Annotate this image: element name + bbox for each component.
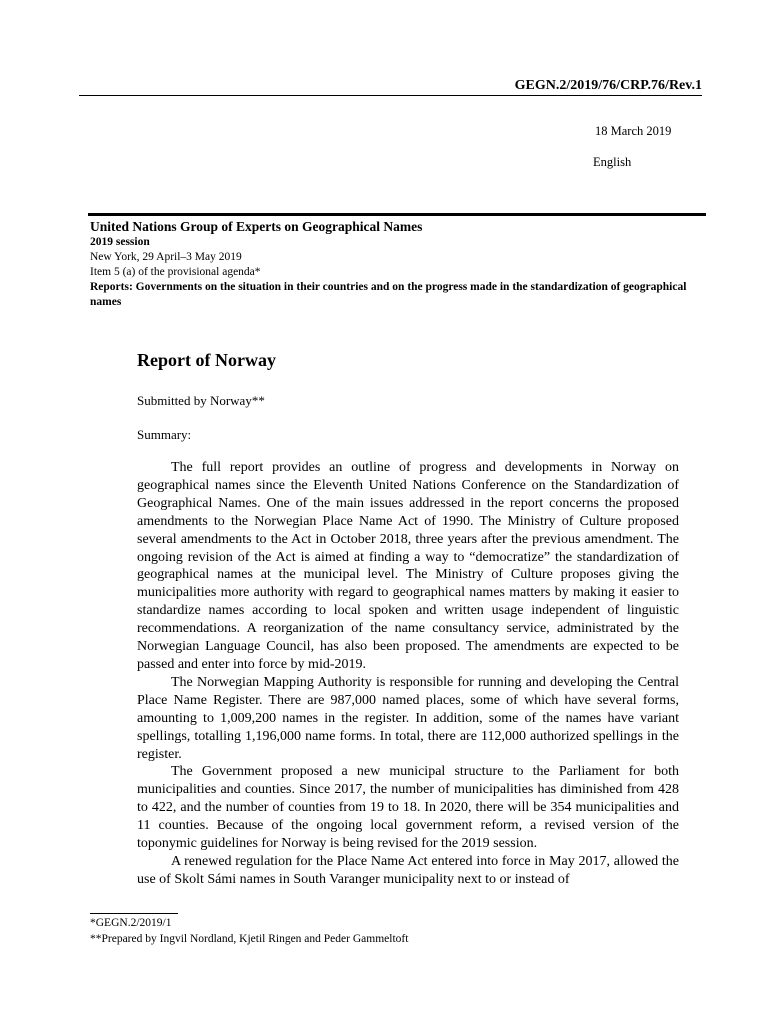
agenda-item: Item 5 (a) of the provisional agenda* — [90, 266, 261, 278]
footnote: **Prepared by Ingvil Nordland, Kjetil Ringen and Peder Gammeltoft — [90, 933, 409, 945]
header-thick-rule — [88, 213, 706, 216]
summary-body — [137, 459, 679, 889]
footnote: *GEGN.2/2019/1 — [90, 917, 172, 929]
session: 2019 session — [90, 236, 150, 248]
paragraph: A renewed regulation for the Place Name Act entered into force in May 2017, allowed the use of Skolt Sámi names in South Varanger municipality next to or instead of — [137, 853, 679, 887]
document-language: English — [593, 155, 632, 169]
summary-label: Summary: — [137, 427, 192, 442]
paragraph: The Government proposed a new municipal structure to the Parliament for both municipalities and counties. Since 2017, the number of municipalities has diminished from 428 to 422, and the number of counties from 19 to 18. In 2020, there will be 354 municipalities and 11 counties. Because of the ongoing local government reform, a revised version of the toponymic guidelines for Norway is being revised for the 2019 session. — [137, 764, 679, 852]
header-rule — [79, 95, 702, 96]
organization-name: United Nations Group of Experts on Geographical Names — [90, 219, 423, 234]
meeting-header — [90, 219, 710, 310]
paragraph: The Norwegian Mapping Authority is responsible for running and developing the Central Place Name Register. There are 987,000 named places, some of which have several forms, amounting to 1,009,200 names in the register. In addition, some of the names have variant spellings, totalling 1,196,000 name forms. In total, there are 112,000 authorized spellings in the register. — [137, 674, 679, 762]
document-symbol: GEGN.2/2019/76/CRP.76/Rev.1 — [514, 78, 702, 93]
document-date: 18 March 2019 — [595, 124, 672, 138]
report-title: Report of Norway — [137, 350, 276, 370]
footnotes — [90, 915, 408, 947]
agenda-title: Reports: Governments on the situation in their countries and on the progress made in the standardization of geographical names — [90, 281, 687, 308]
footnote-rule — [90, 913, 178, 914]
submitted-by: Submitted by Norway** — [137, 393, 265, 408]
paragraph: The full report provides an outline of progress and developments in Norway on geographical names since the Eleventh United Nations Conference on the Standardization of Geographical Names. One of the main issues addressed in the report concerns the proposed amendments to the Norwegian Place Name Act of 1990. The Ministry of Culture proposed several amendments to the Act in October 2018, three years after the previous amendment. The ongoing revision of the Act is aimed at finding a way to “democratize” the standardization of geographical names at the municipal level. The Ministry of Culture proposes giving the municipalities more authority with regard to geographical names matters by making it easier to standardize names according to local spoken and written usage independent of linguistic recommendations. A reorganization of the name consultancy service, administrated by the Norwegian Language Council, has also been proposed. The amendments are expected to be passed and enter into force by mid-2019. — [137, 460, 679, 672]
place-date: New York, 29 April–3 May 2019 — [90, 251, 242, 263]
